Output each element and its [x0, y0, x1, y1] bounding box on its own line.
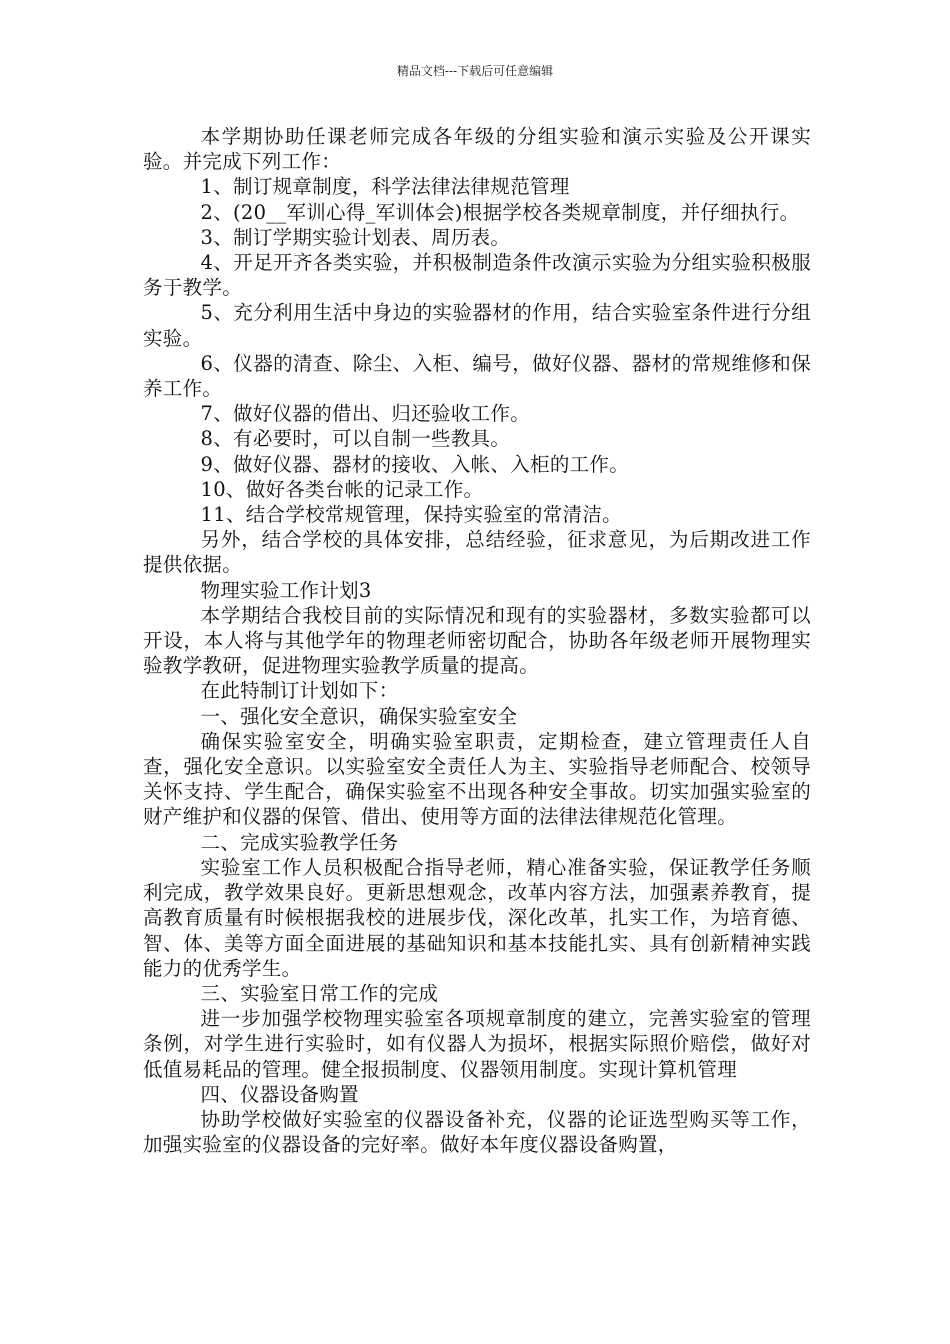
list-item: 10、做好各类台帐的记录工作。 [200, 477, 484, 501]
section-heading: 四、仪器设备购置 [200, 1082, 359, 1106]
list-item: 8、有必要时，可以自制一些教具。 [200, 427, 511, 451]
paragraph: 协助学校做好实验室的仪器设备补充，仪器的论证选型购买等工作，加强实验室的仪器设备的完好率。做好本年度仪器设备购置， [143, 1107, 811, 1157]
list-item: 9、做好仪器、器材的接收、入帐、入柜的工作。 [200, 452, 630, 476]
paragraph: 进一步加强学校物理实验室各项规章制度的建立，完善实验室的管理条例，对学生进行实验时，如有仪器人为损坏，根据实际照价赔偿，做好对低值易耗品的管理。健全报损制度、仪器领用制度。实现计算机管理 [143, 1007, 811, 1081]
list-item: 5、充分利用生活中身边的实验器材的作用，结合实验室条件进行分组实验。 [143, 301, 811, 350]
list-item: 3、制订学期实验计划表、周历表。 [200, 225, 511, 249]
paragraph: 确保实验室安全，明确实验室职责，定期检查，建立管理责任人自查，强化安全意识。以实验室安全责任人为主、实验指导老师配合、校领导关怀支持、学生配合，确保实验室不出现各种安全事故。切实加强实验室的财产维护和仪器的保管、借出、使用等方面的法律法律规范化管理。 [143, 729, 811, 829]
paragraph: 在此特制订计划如下： [200, 679, 399, 703]
section-heading: 三、实验室日常工作的完成 [200, 981, 439, 1005]
section-heading: 二、完成实验教学任务 [200, 830, 399, 854]
list-item: 2、(20__军训心得_军训体会)根据学校各类规章制度，并仔细执行。 [200, 200, 800, 224]
list-item: 11、结合学校常规管理，保持实验室的常清洁。 [200, 503, 622, 527]
paragraph: 本学期协助任课老师完成各年级的分组实验和演示实验及公开课实验。并完成下列工作： [143, 125, 811, 174]
list-item: 4、开足开齐各类实验，并积极制造条件改演示实验为分组实验积极服务于教学。 [143, 251, 811, 300]
paragraph: 本学期结合我校目前的实际情况和现有的实验器材，多数实验都可以开设，本人将与其他学年的物理老师密切配合，协助各年级老师开展物理实验教学教研，促进物理实验教学质量的提高。 [143, 603, 811, 678]
page-header: 精品文档---下载后可任意编辑 [396, 64, 554, 78]
paragraph: 实验室工作人员积极配合指导老师，精心准备实验，保证教学任务顺利完成，教学效果良好。更新思想观念，改革内容方法，加强素养教育，提高教育质量有时候根据我校的进展步伐，深化改革，扎实工作，为培育德、智、体、美等方面全面进展的基础知识和基本技能扎实、具有创新精神实践能力的优秀学生。 [143, 855, 811, 980]
list-item: 6、仪器的清查、除尘、入柜、编号，做好仪器、器材的常规维修和保养工作。 [143, 351, 811, 401]
list-item: 7、做好仪器的借出、归还验收工作。 [200, 402, 531, 426]
section-heading: 一、强化安全意识，确保实验室安全 [200, 704, 518, 728]
list-item: 1、制订规章制度，科学法律法律规范管理 [200, 175, 570, 199]
section-title: 物理实验工作计划3 [200, 578, 372, 602]
document-body [143, 124, 811, 1157]
paragraph: 另外，结合学校的具体安排，总结经验，征求意见，为后期改进工作提供依据。 [143, 528, 811, 577]
